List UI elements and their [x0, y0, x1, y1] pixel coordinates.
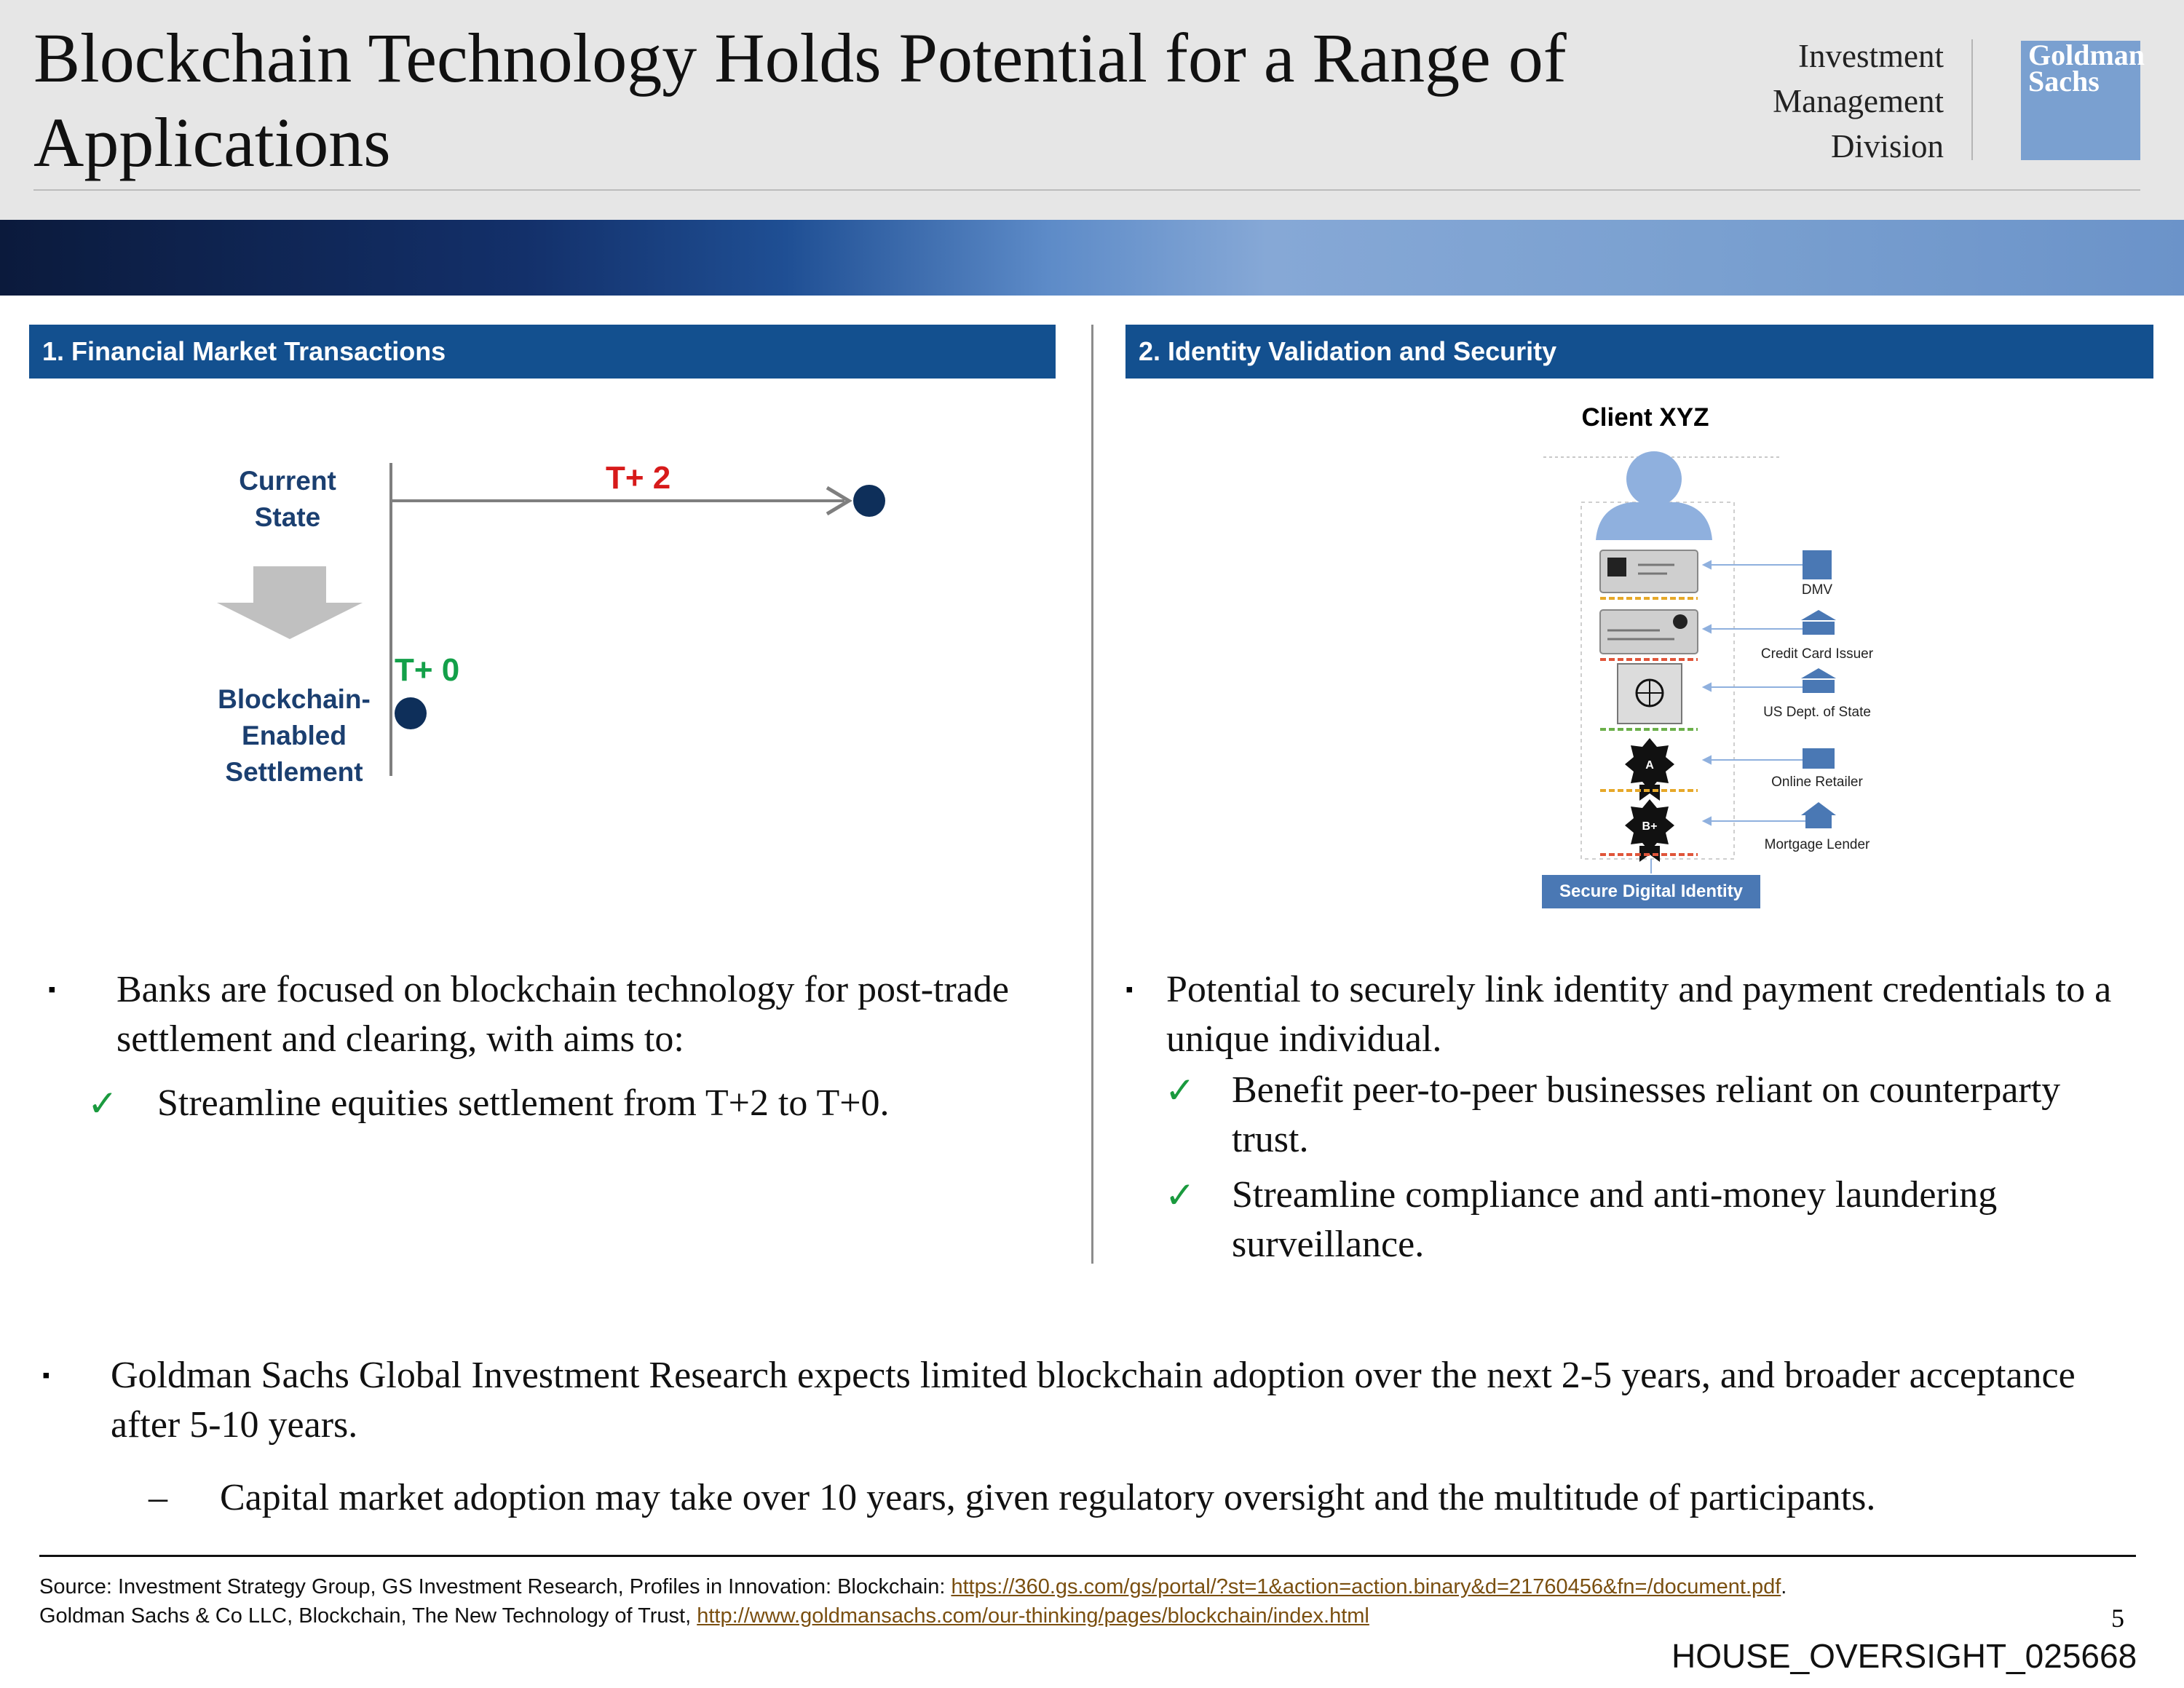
- check-icon: ✓: [1165, 1175, 1195, 1216]
- division-line-3: Division: [1830, 128, 1944, 165]
- title-line-1: Blockchain Technology Holds Potential for a Range of: [33, 19, 1567, 97]
- source-text-2: Goldman Sachs & Co LLC, Blockchain, The New Technology of Trust,: [39, 1604, 697, 1628]
- bottom-bullet: Goldman Sachs Global Investment Research expects limited blockchain adoption over the next 2-5 years, and broader acceptance after 5-10 years.: [111, 1355, 2076, 1446]
- bottom-sub-bullet: Capital market adoption may take over 10 years, given regulatory oversight and the multitude of participants.: [220, 1477, 1876, 1518]
- issuer-online-retailer: Online Retailer: [1771, 774, 1863, 790]
- settlement-timeline-diagram: [0, 0, 1092, 873]
- passport-icon: [1600, 664, 1698, 729]
- dash-icon: –: [149, 1477, 167, 1518]
- blockchain-settlement-label: [198, 681, 390, 790]
- section-1-sub-bullet: Streamline equities settlement from T+2 to T+0.: [157, 1082, 890, 1124]
- division-line-2: Management: [1773, 83, 1944, 119]
- person-icon: [1596, 451, 1712, 540]
- client-label: Client XYZ: [1581, 403, 1709, 432]
- logo-line-1: Goldman: [2028, 39, 2145, 71]
- issuer-us-dept-state: US Dept. of State: [1763, 705, 1871, 720]
- government-building-icon: [1801, 668, 1836, 678]
- t0-dot: [395, 697, 427, 729]
- goldman-sachs-logo: [2021, 39, 2145, 160]
- source-line-2: [39, 1601, 1369, 1630]
- current-state-line-1: Current: [239, 466, 336, 496]
- issuer-mortgage-lender: Mortgage Lender: [1764, 837, 1870, 852]
- section-2-sub-bullet-1: Benefit peer-to-peer businesses reliant on counterparty trust.: [1232, 1069, 2061, 1160]
- division-line-1: Investment: [1798, 38, 1944, 74]
- section-1-bullet: Banks are focused on blockchain technology for post-trade settlement and clearing, with aims to:: [116, 969, 1009, 1060]
- check-icon: ✓: [87, 1083, 118, 1124]
- current-state-label: [218, 463, 357, 536]
- title-line-2: Applications: [33, 103, 391, 181]
- issuer-dmv: DMV: [1801, 582, 1833, 598]
- badge-b-plus-text: B+: [1642, 820, 1658, 833]
- bullet-square-icon: ▪: [1125, 978, 1133, 1002]
- page-number: 5: [2111, 1604, 2124, 1633]
- footer-rule: [39, 1555, 2136, 1557]
- rating-badge-a-icon: [1600, 738, 1698, 801]
- source-line-1: [39, 1572, 1787, 1601]
- source-link-2[interactable]: http://www.goldmansachs.com/our-thinking/pages/blockchain/index.html: [697, 1604, 1369, 1628]
- check-icon: ✓: [1165, 1070, 1195, 1111]
- t2-dot: [853, 485, 885, 517]
- source-text-1-end: .: [1781, 1575, 1787, 1598]
- bank-icon: [1801, 610, 1836, 620]
- logo-line-2: Sachs: [2028, 65, 2100, 98]
- drivers-license-icon: [1600, 550, 1698, 598]
- bullet-square-icon: ▪: [42, 1363, 50, 1387]
- down-arrow-icon: [217, 566, 363, 639]
- header-separator: [1971, 39, 1973, 160]
- t-plus-0-label: T+ 0: [395, 652, 460, 688]
- storefront-icon: [1803, 748, 1835, 769]
- division-label: [1696, 33, 1944, 169]
- section-2-bullet: Potential to securely link identity and payment credentials to a unique individual.: [1166, 969, 2112, 1060]
- issuer-credit-card: Credit Card Issuer: [1760, 646, 1874, 662]
- t-plus-2-label: T+ 2: [606, 460, 671, 496]
- section-1-heading: 1. Financial Market Transactions: [29, 325, 1056, 379]
- house-icon: [1801, 802, 1836, 815]
- section-2-sub-bullet-2: Streamline compliance and anti-money laundering surveillance.: [1232, 1174, 1998, 1265]
- blockchain-line-2: Enabled: [242, 721, 347, 750]
- blockchain-line-1: Blockchain-: [218, 684, 371, 714]
- bullet-square-icon: ▪: [48, 978, 56, 1002]
- source-link-1[interactable]: https://360.gs.com/gs/portal/?st=1&action=action.binary&d=21760456&fn=/document.pdf: [951, 1575, 1781, 1598]
- current-state-line-2: State: [254, 502, 321, 532]
- blockchain-line-3: Settlement: [225, 757, 363, 787]
- building-icon: [1803, 550, 1832, 579]
- credit-card-icon: [1600, 610, 1698, 659]
- source-text-1: Source: Investment Strategy Group, GS Investment Research, Profiles in Innovation: Blockchain:: [39, 1575, 951, 1598]
- section-2-heading: 2. Identity Validation and Security: [1125, 325, 2153, 379]
- rating-badge-b-plus-icon: [1600, 799, 1698, 862]
- secure-digital-identity-label: Secure Digital Identity: [1542, 875, 1760, 908]
- badge-a-text: A: [1645, 759, 1654, 772]
- document-id: HOUSE_OVERSIGHT_025668: [1671, 1637, 2137, 1675]
